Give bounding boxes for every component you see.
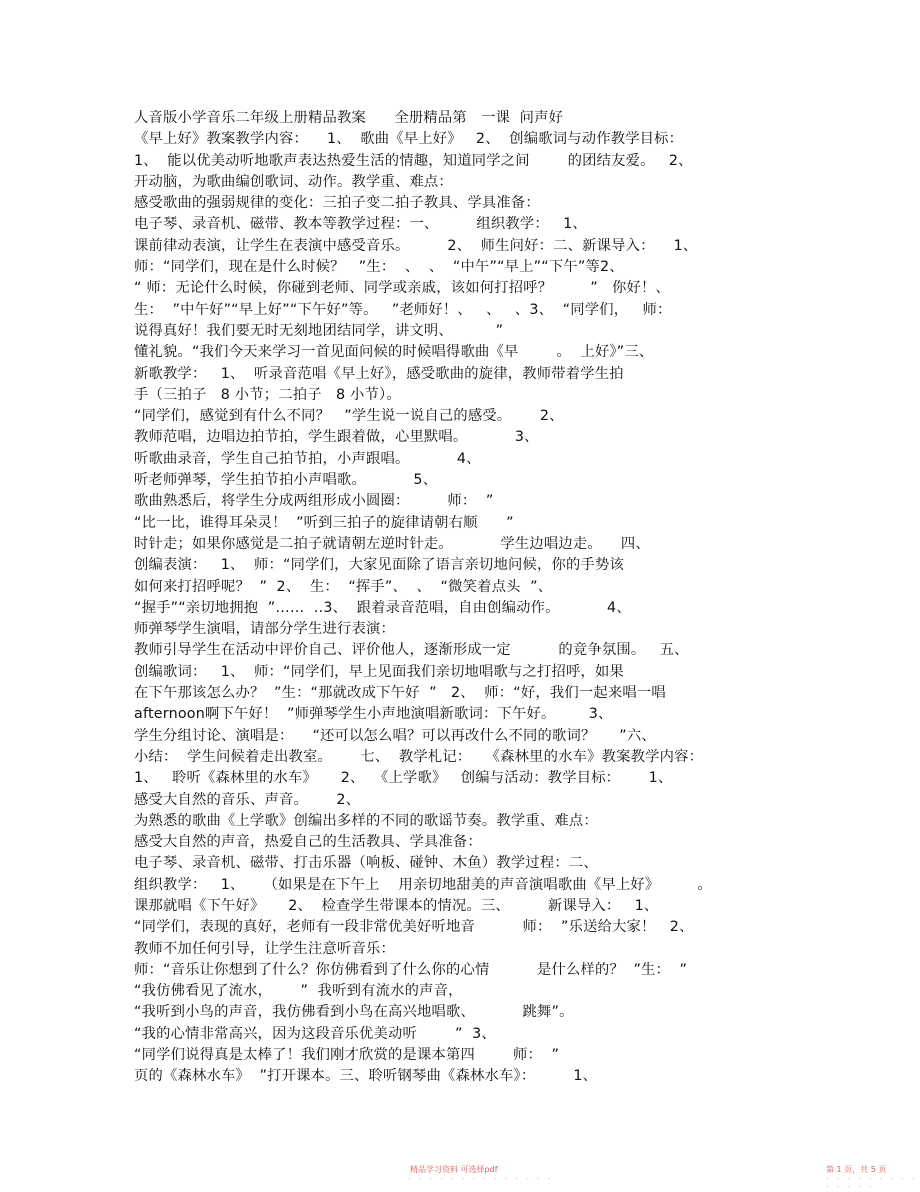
text-line: 师弹琴学生演唱，请部分学生进行表演： — [134, 621, 395, 638]
text-line: 电子琴、录音机、磁带、打击乐器（响板、碰钟、木鱼）教学过程：二、 — [134, 855, 598, 872]
text-line: 1、 聆听《森林里的水车》 2、 《上学歌》 创编与活动：教学目标： 1、 — [134, 770, 673, 787]
text-line: “我听到小鸟的声音，我仿佛看到小鸟在高兴地唱歌、 跳舞”。 — [134, 1004, 574, 1021]
text-line: 感受大自然的声音，热爱自己的生活教具、学具准备： — [134, 834, 482, 851]
text-line: 听老师弹琴，学生拍节拍小声唱歌。 5、 — [134, 472, 438, 489]
text-line: 创编歌词： 1、 师：“同学们，早上见面我们亲切地唱歌与之打招呼，如果 — [134, 663, 625, 680]
text-line: afternoon啊下午好！ ”师弹琴学生小声地演唱新歌词：下午好。 3、 — [134, 706, 613, 723]
footer-dots-center: - - - - - - - - - - - - - - — [408, 1175, 554, 1183]
text-line: 在下午那该怎么办？ ”生：“那就改成下午好 ” 2、 师：“好，我们一起来唱一唱 — [134, 685, 666, 702]
text-line: 说得真好！我们要无时无刻地团结同学，讲文明、 ” — [134, 322, 504, 339]
text-line: 教师引导学生在活动中评价自己、评价他人，逐渐形成一定 的竞争氛围。 五、 — [134, 642, 689, 659]
text-line: 如何来打招呼呢？ ” 2、 生： “挥手”、 、 “微笑着点头 ”、 — [134, 578, 553, 595]
page-footer — [0, 1164, 920, 1191]
text-line: 《早上好》教案教学内容： 1、 歌曲《早上好》 2、 创编歌词与动作教学目标： — [134, 131, 684, 148]
text-line: 课前律动表演，让学生在表演中感受音乐。 2、 师生问好：二、新课导入： 1、 — [134, 237, 698, 254]
text-line: 页的《森林水车》 ”打开课本。三、聆听钢琴曲《森林水车》： 1、 — [134, 1068, 598, 1085]
text-line: 小结： 学生问候着走出教室。 七、 教学札记： 《森林里的水车》教案教学内容： — [134, 748, 704, 765]
text-line: “同学们说得真是太棒了！我们刚才欣赏的是课本第四 师： ” — [134, 1047, 560, 1064]
document-body — [134, 108, 784, 1088]
text-line: 懂礼貌。“我们今天来学习一首见面问候的时候唱得歌曲《早 。 上好》”三、 — [134, 344, 654, 361]
text-line: 为熟悉的歌曲《上学歌》创编出多样的不同的歌谣节奏。教学重、难点： — [134, 812, 598, 829]
text-line: 教师范唱，边唱边拍节拍，学生跟着做，心里默唱。 3、 — [134, 429, 539, 446]
text-line: 组织教学： 1、 （如果是在下午上 用亲切地甜美的声音演唱歌曲《早上好》 。 — [134, 876, 712, 893]
text-line: 歌曲熟悉后，将学生分成两组形成小圆圈： 师： ” — [134, 493, 494, 510]
text-line: “同学们，表现的真好，老师有一段非常优美好听地音 师： ”乐送给大家！ 2、 — [134, 919, 694, 936]
text-line: “握手”“亲切地拥抱 ”…… ..3、 跟着录音范唱，自由创编动作。 4、 — [134, 599, 631, 616]
text-line: “比一比，谁得耳朵灵！ ”听到三拍子的旋律请朝右顺 ” — [134, 514, 514, 531]
text-line: “ 师：无论什么时候，你碰到老师、同学或亲戚，该如何打招呼？ ” 你好！、 — [134, 280, 671, 297]
text-line: 人音版小学音乐二年级上册精品教案 全册精品第 一课 问声好 — [134, 110, 564, 126]
text-line: 师：“同学们，现在是什么时候？ ”生： 、 、 “中午”“早上”“下午”等2、 — [134, 259, 624, 276]
text-line: 生： ”中午好”“早上好”“下午好”等。 ”老师好！、 、 、3、 “同学们， 师： — [134, 301, 672, 318]
text-line: 1、 能以优美动听地歌声表达热爱生活的情趣，知道同学之间 的团结友爱。 2、 — [134, 152, 693, 169]
text-line: 电子琴、录音机、磁带、教本等教学过程：一、 组织教学： 1、 — [134, 216, 587, 233]
text-line: 课那就唱《下午好》 2、 检查学生带课本的情况。三、 新课导入： 1、 — [134, 897, 659, 914]
text-line: 新歌教学： 1、 听录音范唱《早上好》，感受歌曲的旋律，教师带着学生拍 — [134, 365, 624, 382]
footer-page-number: 第 1 页，共 5 页 — [826, 1165, 887, 1174]
text-line: “我的心情非常高兴，因为这段音乐优美动听 ” 3、 — [134, 1025, 496, 1042]
text-line: 开动脑，为歌曲编创歌词、动作。教学重、难点： — [134, 173, 453, 190]
text-line: 感受大自然的音乐、声音。 2、 — [134, 791, 361, 808]
text-line: 手（三拍子 8 小节；二拍子 8 小节）。 — [134, 386, 401, 403]
text-line: “我仿佛看见了流水， ” 我听到有流水的声音， — [134, 983, 463, 1000]
text-line: 创编表演： 1、 师：“同学们，大家见面除了语言亲切地问候，你的手势该 — [134, 557, 625, 574]
footer-dots-right: - - - - - - - - - - - - - - — [826, 1175, 918, 1191]
text-line: 感受歌曲的强弱规律的变化：三拍子变二拍子教具、学具准备： — [134, 195, 540, 212]
text-line: “同学们，感觉到有什么不同？ ”学生说一说自己的感受。 2、 — [134, 408, 564, 425]
text-line: 学生分组讨论、演唱是： “还可以怎么唱？可以再改什么不同的歌词？ ”六、 — [134, 727, 656, 744]
text-line: 师：“音乐让你想到了什么？你仿佛看到了什么你的心情 是什么样的？ ”生： ” — [134, 961, 688, 978]
text-line: 时针走；如果你感觉是二拍子就请朝左逆时针走。 学生边唱边走。 四、 — [134, 535, 650, 552]
footer-source-label: 精品学习资料 可选择pdf — [410, 1165, 498, 1174]
text-line: 教师不加任何引导，让学生注意听音乐： — [134, 940, 395, 957]
text-line: 听歌曲录音，学生自己拍节拍，小声跟唱。 4、 — [134, 450, 481, 467]
